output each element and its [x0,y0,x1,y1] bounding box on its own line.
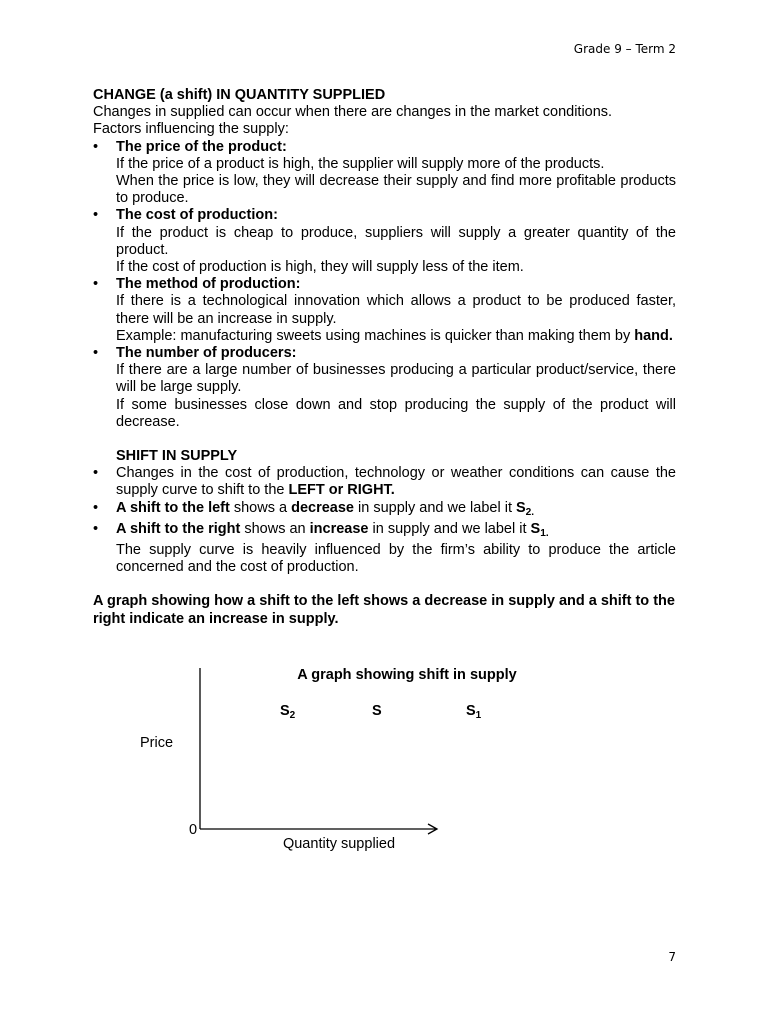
shift-item-bold: LEFT or RIGHT. [288,482,395,499]
factor-line: If there are a large number of businesses producing a particular product/service, there will be large supply. [116,362,676,396]
page-number: 7 [668,950,676,964]
factor-line-text: Example: manufacturing sweets using machines is quicker than making them by [116,327,631,344]
bullet-icon: • [93,207,99,224]
y-axis-label: Price [140,735,174,751]
factor-heading: The method of production: [116,276,301,293]
curve-label-s1-sub: 1 [475,710,482,721]
label-s2 [516,500,534,516]
factor-heading: The number of producers: [116,345,297,362]
decrease-bold: decrease [291,499,354,516]
curve-label-s1-letter: S [466,703,476,719]
shift-list [93,465,676,576]
shift-left-bold: A shift to the left [116,499,230,516]
factor-line [116,328,676,345]
label-s2-sub: 2. [525,506,535,518]
shift-right-text: shows an [240,520,310,537]
document-body [93,87,676,628]
page-header: Grade 9 – Term 2 [573,42,676,56]
factor-line: If some businesses close down and stop producing the supply of the product will decrease. [116,396,676,430]
factor-producers [93,345,676,431]
factor-method [93,276,676,345]
label-s2-letter: S [516,499,526,516]
shift-right-bold: A shift to the right [116,520,241,537]
origin-label: 0 [189,822,198,838]
factor-line: If the product is cheap to produce, suppliers will supply a greater quantity of the product. [116,224,676,258]
bullet-icon: • [93,276,99,293]
intro-line-2: Factors influencing the supply: [93,121,289,138]
section-title: CHANGE (a shift) IN QUANTITY SUPPLIED [93,87,386,103]
shift-right-text-2: in supply and we label it [368,520,531,537]
factor-line: When the price is low, they will decrease their supply and find more profitable products to produce. [116,173,676,207]
factor-price [93,139,676,208]
curve-label-s2-sub: 2 [289,710,296,721]
bullet-icon: • [93,465,99,482]
x-axis-arrow-icon [428,824,437,834]
label-s1-letter: S [530,520,541,537]
curve-label-s1 [466,703,482,721]
intro-line-1: Changes in supplied can occur when there are changes in the market conditions. [93,104,613,121]
shift-item-3 [93,521,676,577]
increase-bold: increase [309,520,369,537]
label-s1 [531,521,549,537]
curve-label-s [372,703,382,719]
shift-extra-text: The supply curve is heavily influenced by the firm’s ability to produce the article concerned and the cost of production. [116,542,676,576]
shift-left-text: shows a [229,499,292,516]
graph-title: A graph showing shift in supply [297,667,517,683]
label-s1-sub: 1. [540,527,549,539]
bullet-icon: • [93,499,99,516]
shift-item-2 [93,500,676,521]
factor-line: If the price of a product is high, the supplier will supply more of the products. [116,155,605,172]
shift-left-text-2: in supply and we label it [353,499,516,516]
x-axis-label: Quantity supplied [282,836,396,852]
curve-label-s2-letter: S [280,703,290,719]
factor-line: If there is a technological innovation which allows a product to be produced faster, there will be an increase in supply. [116,293,676,327]
bullet-icon: • [93,520,99,537]
bullet-icon: • [93,345,99,362]
factors-list [93,139,676,431]
factor-cost [93,207,676,276]
curve-label-s-letter: S [372,703,382,719]
factor-line: If the cost of production is high, they will supply less of the item. [116,259,524,276]
factor-heading: The price of the product: [116,138,287,155]
factor-heading: The cost of production: [116,207,278,224]
curve-label-s2 [280,703,296,721]
shift-title: SHIFT IN SUPPLY [116,448,238,465]
shift-item-text: Changes in the cost of production, technology or weather conditions can cause the supply curve to shift to the [116,465,676,499]
shift-item-1 [93,465,676,499]
graph-caption: A graph showing how a shift to the left shows a decrease in supply and a shift to the right indicate an increase in supply. [93,593,675,627]
bullet-icon: • [93,138,99,155]
factor-line-bold: hand. [634,327,673,344]
